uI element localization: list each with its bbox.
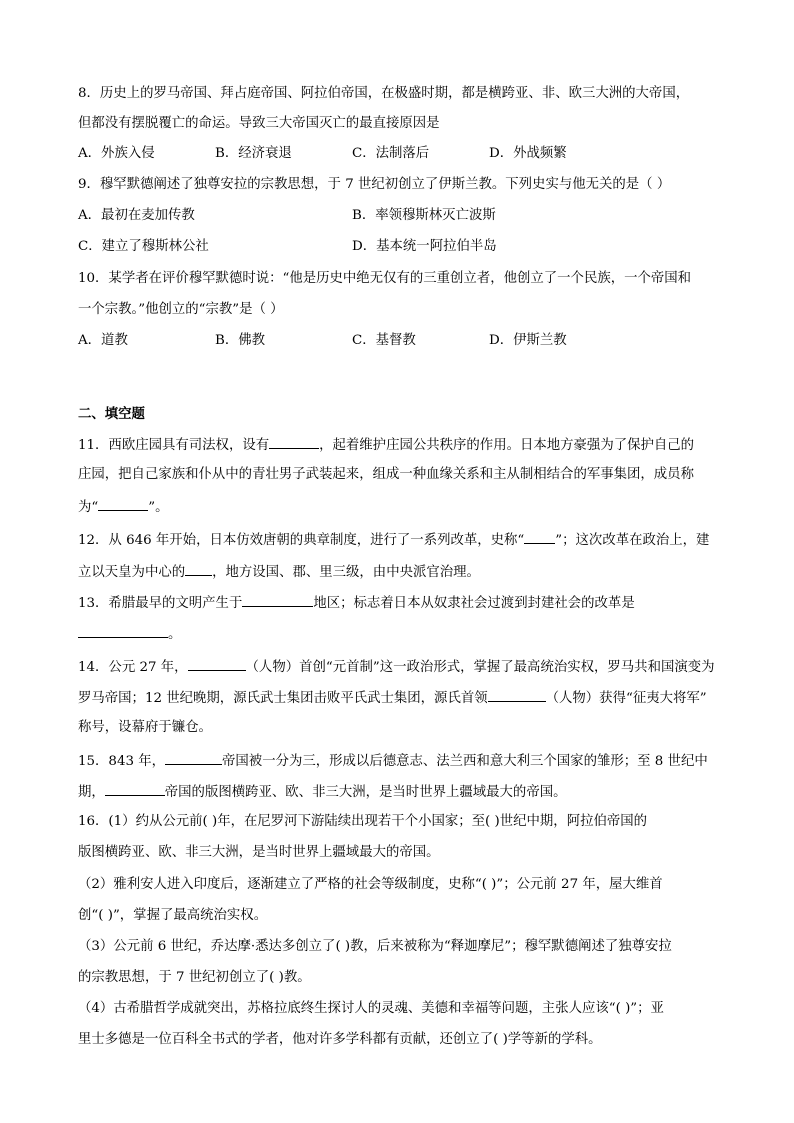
q11-text-a: 11．西欧庄园具有司法权，设有 — [78, 438, 270, 453]
q12-line1 — [78, 529, 718, 549]
q13-blank-2[interactable] — [78, 623, 168, 638]
q8-stem-line2: 但都没有摆脱覆亡的命运。导致三大帝国灭亡的最直接原因是 — [78, 116, 440, 131]
q13-text-c: 。 — [168, 627, 182, 642]
q10-options — [78, 331, 718, 351]
q12-text-a: 12．从 646 年开始，日本仿效唐朝的典章制度，进行了一系列改革，史称“ — [78, 533, 525, 548]
q14-text-a: 14．公元 27 年， — [78, 660, 188, 675]
q15-blank-2[interactable] — [105, 781, 165, 796]
q9-options-row1 — [78, 206, 718, 226]
q10-option-a: A．道教 — [78, 333, 128, 348]
q14-line2 — [78, 687, 718, 707]
q11-blank-2[interactable] — [98, 496, 148, 511]
q15-text-c: 期， — [78, 785, 105, 800]
q10-option-b: B．佛教 — [215, 333, 266, 348]
q10-stem-line1: 10．某学者在评价穆罕默德时说：“他是历史中绝无仅有的三重创立者，他创立了一个民族，一个帝国和 — [78, 271, 692, 286]
q12-blank-2[interactable] — [185, 561, 212, 576]
q15-text-a: 15．843 年， — [78, 754, 166, 769]
q15-line1 — [78, 750, 718, 770]
q14-blank-1[interactable] — [188, 656, 246, 671]
q16-part1-line1: 16．(1）约从公元前( )年，在尼罗河下游陆续出现若干个小国家；至( )世纪中期，阿拉伯帝国的 — [78, 814, 648, 829]
q14-text-d: （人物）获得“征夷大将军” — [545, 691, 707, 706]
q8-option-b: B．经济衰退 — [215, 146, 292, 161]
section-title: 二、填空题 — [78, 406, 145, 422]
q13-text-a: 13．希腊最早的文明产生于 — [78, 596, 243, 611]
q12-text-d: ，地方设国、郡、里三级，由中央派官治理。 — [212, 565, 480, 580]
q16-part2-line1: （2）雅利安人进入印度后，逐渐建立了严格的社会等级制度，史称“( )”；公元前 27 年，屋大维首 — [78, 877, 663, 892]
q10-option-c: C．基督教 — [352, 333, 416, 348]
q14-line3: 称号，设幕府于镰仓。 — [78, 720, 212, 735]
q11-text-b: ，起着维护庄园公共秩序的作用。日本地方豪强为了保护自己的 — [319, 438, 695, 453]
q11-text-d: ”。 — [148, 500, 169, 515]
q9-stem-line1: 9．穆罕默德阐述了独尊安拉的宗教思想，于 7 世纪初创立了伊斯兰教。下列史实与他无关的是（ ） — [78, 177, 671, 192]
q13-blank-1[interactable] — [242, 592, 313, 607]
q16-part3-line1: （3）公元前 6 世纪，乔达摩·悉达多创立了( )教，后来被称为“释迦摩尼”；穆罕默德阐述了独尊安拉 — [78, 939, 672, 954]
q9-option-b: B．率领穆斯林灭亡波斯 — [352, 208, 496, 223]
q14-text-b: （人物）首创“元首制”这一政治形式，掌握了最高统治实权，罗马共和国演变为 — [245, 660, 715, 675]
q16-part4-line2: 里士多德是一位百科全书式的学者，他对许多学科都有贡献，还创立了( )学等新的学科。 — [78, 1032, 602, 1047]
q12-text-b: ”；这次改革在政治上，建 — [555, 533, 710, 548]
q15-blank-1[interactable] — [165, 750, 222, 765]
q13-text-b: 地区；标志着日本从奴隶社会过渡到封建社会的改革是 — [313, 596, 635, 611]
q14-text-c: 罗马帝国；12 世纪晚期，源氏武士集团击败平氏武士集团，源氏首领 — [78, 691, 488, 706]
q8-stem-line1: 8．历史上的罗马帝国、拜占庭帝国、阿拉伯帝国，在极盛时期，都是横跨亚、非、欧三大洲的大帝国， — [78, 86, 690, 101]
q8-option-d: D．外战频繁 — [489, 146, 567, 161]
q9-option-c: C．建立了穆斯林公社 — [78, 239, 209, 254]
q11-line3 — [78, 496, 718, 516]
q10-stem-line2: 一个宗教。”他创立的“宗教”是（ ） — [78, 302, 284, 317]
q12-blank-1[interactable] — [524, 529, 555, 544]
q8-option-a: A．外族入侵 — [78, 146, 155, 161]
q14-line1 — [78, 656, 718, 676]
q13-line1 — [78, 592, 718, 612]
q16-part1-line2: 版图横跨亚、欧、非三大洲，是当时世界上疆域最大的帝国。 — [78, 845, 440, 860]
q13-line2 — [78, 623, 718, 643]
q15-text-d: 帝国的版图横跨亚、欧、非三大洲，是当时世界上疆域最大的帝国。 — [164, 785, 567, 800]
q14-blank-2[interactable] — [488, 687, 546, 702]
q15-line2 — [78, 781, 718, 801]
q11-line2: 庄园，把自己家族和仆从中的青壮男子武装起来，组成一种血缘关系和主从制相结合的军事集团，成员称 — [78, 467, 694, 482]
q15-text-b: 帝国被一分为三，形成以后德意志、法兰西和意大利三个国家的雏形；至 8 世纪中 — [222, 754, 708, 769]
q12-line2 — [78, 561, 718, 581]
q11-line1 — [78, 434, 718, 454]
q9-option-d: D．基本统一阿拉伯半岛 — [352, 239, 497, 254]
q9-option-a: A．最初在麦加传教 — [78, 208, 195, 223]
q12-text-c: 立以天皇为中心的 — [78, 565, 186, 580]
q8-option-c: C．法制落后 — [352, 146, 430, 161]
q16-part4-line1: （4）古希腊哲学成就突出，苏格拉底终生探讨人的灵魂、美德和幸福等问题，主张人应该“( )”；亚 — [78, 1001, 664, 1016]
q16-part2-line2: 创“( )”，掌握了最高统治实权。 — [78, 908, 268, 923]
q16-part3-line2: 的宗教思想，于 7 世纪初创立了( )教。 — [78, 970, 311, 985]
q10-option-d: D．伊斯兰教 — [489, 333, 567, 348]
q8-options — [78, 144, 718, 164]
q9-options-row2 — [78, 237, 718, 257]
q11-blank-1[interactable] — [269, 434, 319, 449]
q11-text-c: 为“ — [78, 500, 99, 515]
